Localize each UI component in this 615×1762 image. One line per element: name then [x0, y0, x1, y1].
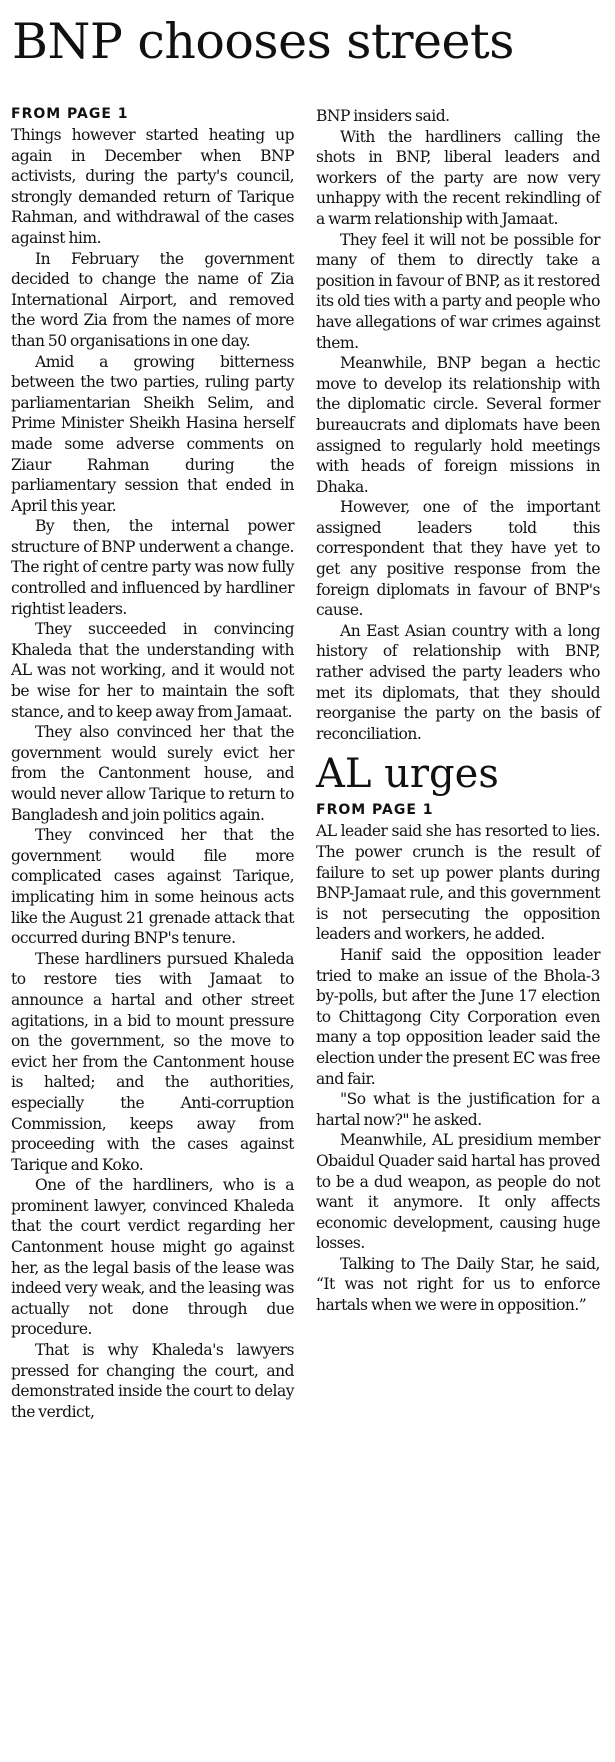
left-column: [11, 106, 294, 1422]
paragraph: Amid a growing bitterness between the two parties, ruling party parliamentarian Sheikh Selim, and Prime Minister Sheikh Hasina herself made some adverse comments on Ziaur Rahman during the parliamentary session that ended in April this year.: [11, 352, 294, 515]
paragraph: Things however started heating up again in December when BNP activists, during the party's council, strongly demanded return of Tarique Rahman, and withdrawal of the cases against him.: [11, 126, 294, 247]
right-column: [316, 106, 600, 1316]
paragraph: They convinced her that the government would file more complicated cases against Tarique, implicating him in some heinous acts like the August 21 grenade attack that occurred during BNP's tenure.: [11, 826, 294, 948]
paragraph: With the hardliners calling the shots in BNP, liberal leaders and workers of the party are now very unhappy with the recent rekindling of a warm relationship with Jamaat.: [316, 127, 600, 228]
paragraph: Meanwhile, AL presidium member Obaidul Quader said hartal has proved to be a dud weapon, as people do not want it anymore. It only affects economic development, causing huge losses.: [316, 1131, 600, 1253]
paragraph: Meanwhile, BNP began a hectic move to develop its relationship with the diplomatic circle. Several former bureaucrats and diplomats have been assigned to regularly hold meetings with heads of foreign missions in Dhaka.: [316, 354, 600, 496]
paragraph: These hardliners pursued Khaleda to restore ties with Jamaat to announce a hartal and other street agitations, in a bid to mount pressure on the government, so the move to evict her from the Cantonment house is halted; and the authorities, especially the Anti-corruption Commission, keeps away from proceeding with the cases against Tarique and Koko.: [11, 949, 294, 1174]
paragraph: Talking to The Daily Star, he said, “It was not right for us to enforce hartals when we were in opposition.”: [316, 1254, 600, 1315]
paragraph: They feel it will not be possible for many of them to directly take a position in favour of BNP, as it restored its old ties with a party and people who have allegations of war crimes against them.: [316, 230, 600, 352]
second-story-headline: AL urges: [316, 751, 499, 798]
paragraph: That is why Khaleda's lawyers pressed for changing the court, and demonstrated inside the court to delay the verdict,: [11, 1341, 294, 1421]
paragraph: AL leader said she has resorted to lies. The power crunch is the result of failure to set up power plants during BNP-Jamaat rule, and this government is not persecuting the opposition leaders and workers, he added.: [316, 822, 600, 944]
main-headline: BNP chooses streets: [12, 13, 514, 70]
paragraph: They also convinced her that the government would surely evict her from the Cantonment house, and would never allow Tarique to return to Bangladesh and join politics again.: [11, 723, 294, 824]
paragraph: They succeeded in convincing Khaleda that the understanding with AL was not working, and it would not be wise for her to maintain the soft stance, and to keep away from Jamaat.: [11, 620, 294, 721]
paragraph: By then, the internal power structure of BNP underwent a change. The right of centre party was now fully controlled and influenced by hardliner rightist leaders.: [11, 517, 294, 618]
paragraph: In February the government decided to change the name of Zia International Airport, and removed the word Zia from the names of more than 50 organisations in one day.: [11, 249, 294, 350]
paragraph: "So what is the justification for a hartal now?" he asked.: [316, 1090, 600, 1129]
paragraph: Hanif said the opposition leader tried to make an issue of the Bhola-3 by-polls, but after the June 17 election to Chittagong City Corporation even many a top opposition leader said the election under the present EC was free and fair.: [316, 945, 600, 1088]
paragraph: An East Asian country with a long history of relationship with BNP, rather advised the party leaders who met its diplomats, that they should reorganise the party on the basis of reconciliation.: [316, 621, 600, 743]
paragraph: One of the hardliners, who is a prominent lawyer, convinced Khaleda that the court verdict regarding her Cantonment house might go against her, as the legal basis of the lease was indeed very weak, and the leasing was actually not done through due procedure.: [11, 1176, 294, 1339]
kicker-from-page-1: FROM PAGE 1: [11, 106, 129, 122]
kicker-from-page-1: FROM PAGE 1: [316, 802, 434, 819]
continued-paragraph: BNP insiders said.: [316, 107, 450, 125]
paragraph: However, one of the important assigned leaders told this correspondent that they have yet to get any positive response from the foreign diplomats in favour of BNP's cause.: [316, 498, 600, 620]
